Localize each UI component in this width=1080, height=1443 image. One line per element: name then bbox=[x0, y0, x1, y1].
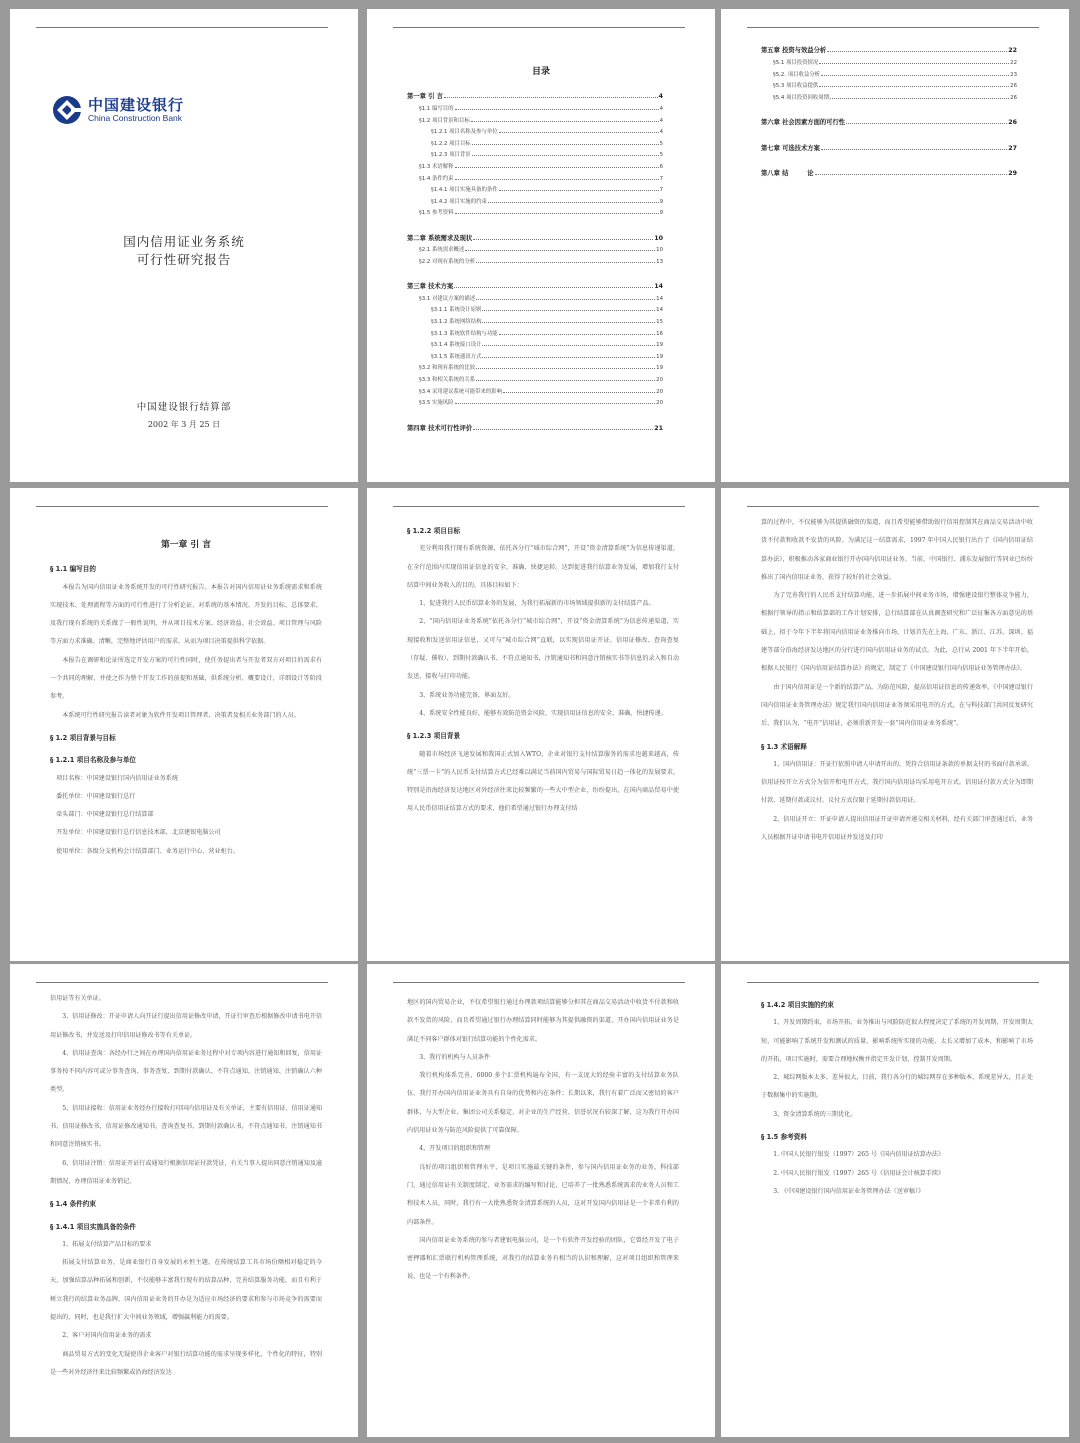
toc-section-entry[interactable] bbox=[407, 135, 663, 147]
toc-leader-dots bbox=[821, 75, 1009, 76]
header-rule bbox=[747, 506, 1039, 507]
toc-chapter-entry[interactable] bbox=[761, 139, 1017, 151]
toc-leader-dots bbox=[482, 310, 655, 311]
toc-page-number: 26 bbox=[1008, 119, 1017, 127]
toc-leader-dots bbox=[471, 121, 659, 122]
toc-leader-dots bbox=[476, 262, 655, 263]
toc-entry-text: §3.1.5 系统通讯方式 bbox=[431, 353, 482, 360]
paragraph: 3、信用证修改：开证申请人向开证行提出信用证修改申请，开证行审查后根据修改申请书电开信用证修改书，并发送及打印信用证修改书等有关单证。 bbox=[50, 1013, 323, 1039]
toc-entry-text: §1.1 编写目的 bbox=[419, 105, 454, 112]
body-page-5 bbox=[367, 488, 715, 961]
info-line: 项目名称：中国建设银行国内信用证业务系统 bbox=[56, 774, 178, 782]
paragraph: 2、城综网版本太多，差异很大，目前，我行各分行的城综网存在多种版本，系统差异大，且正处于数据集中的实施期。 bbox=[761, 1074, 1034, 1100]
paragraph: 3、我行的机构与人员条件 bbox=[419, 1053, 491, 1061]
toc-list bbox=[761, 42, 1017, 177]
paragraph: 商品贸易方式的变化无疑使得企业客户对银行结算功能的需求呈现多样化、个性化的特征，特别是一些对外经济往来比较频繁或沿海经济发达 bbox=[50, 1350, 322, 1376]
toc-page-number: 4 bbox=[659, 129, 663, 136]
toc-leader-dots bbox=[830, 98, 1009, 99]
reference-item: 3. 《中国建设银行国内信用证业务管理办法（送审稿）》 bbox=[773, 1187, 925, 1195]
report-title-line2: 可行性研究报告 bbox=[136, 252, 232, 267]
header-rule bbox=[747, 982, 1039, 983]
toc-gap bbox=[761, 152, 1017, 165]
toc-page-number: 9 bbox=[659, 198, 663, 205]
toc-chapter-entry[interactable] bbox=[407, 278, 663, 290]
section-heading: § 1.2.2 项目目标 bbox=[407, 527, 461, 535]
section-heading: § 1.4.2 项目实施的约束 bbox=[761, 1001, 834, 1009]
paragraph: 1、拓展支付结算产品目标的要求 bbox=[62, 1240, 152, 1248]
toc-page-2 bbox=[721, 9, 1069, 482]
toc-leader-dots bbox=[482, 322, 655, 323]
toc-section-entry[interactable] bbox=[407, 205, 663, 217]
toc-entry-text: §2.2 对现有系统的分析 bbox=[419, 258, 476, 265]
body-page-4 bbox=[10, 488, 358, 961]
header-rule bbox=[36, 506, 328, 507]
section-heading: § 1.5 参考资料 bbox=[761, 1133, 807, 1142]
toc-entry-text: 第四章 技术可行性评价 bbox=[407, 424, 473, 432]
toc-page-number: 15 bbox=[656, 319, 663, 326]
issuing-organization: 中国建设银行结算部 bbox=[136, 402, 232, 413]
section-heading: § 1.2.3 项目背景 bbox=[407, 732, 461, 741]
paragraph: 2、“国内信用证业务系统”依托各分行“城市综合网”，开设“资金清算系统”为信息传递渠道，实现接收和发送信用证信息，又可与“城市综合网”直联，以实现信用证开证、信用证修改、查询查复（存疑、催收），到期付款确认书、不符点通知书、注销通知书和同意注销核实书等信息的录入和自动发送、接收与打印功能。 bbox=[407, 618, 679, 681]
toc-page-number: 5 bbox=[659, 140, 663, 147]
toc-gap bbox=[407, 265, 663, 278]
toc-section-entry[interactable] bbox=[407, 348, 663, 360]
paragraph: 我行机构体系完善，6000 多个汇票机构遍布全国，有一支庞大的经验丰富的支付结算业务队伍，我行开办国内信用证业务具有自身的优势和内在条件；长期以来，我行有着广泛而又密切的客户群体，与大型企业、集团公司关系稳定，对企业的生产经营、信誉状况有较深了解，这为我行开办国内信用证业务与防范风险提供了可靠保障。 bbox=[407, 1072, 679, 1135]
toc-entry-text: §5.3 项目收益提供 bbox=[773, 83, 819, 90]
toc-chapter-entry[interactable] bbox=[761, 114, 1017, 126]
toc-page-number: 7 bbox=[659, 187, 663, 194]
toc-page-number: 19 bbox=[656, 342, 663, 349]
toc-entry-text: §3.4 采用建议系统可能带来的影响 bbox=[419, 388, 503, 395]
page-content bbox=[761, 514, 1033, 847]
toc-entry-text: §3.1 对建议方案的描述 bbox=[419, 295, 476, 302]
toc-page-number: 20 bbox=[656, 388, 663, 395]
toc-section-entry[interactable] bbox=[407, 147, 663, 159]
toc-page-number: 4 bbox=[659, 117, 663, 124]
page-content bbox=[50, 990, 322, 1382]
toc-entry-text: §1.2.2 项目目标 bbox=[431, 140, 471, 147]
toc-section-entry[interactable] bbox=[761, 78, 1017, 90]
toc-page-number: 5 bbox=[659, 152, 663, 159]
bank-name-en: China Construction Bank bbox=[88, 113, 183, 123]
body-page-7 bbox=[10, 964, 358, 1437]
toc-leader-dots bbox=[815, 174, 1008, 175]
header-rule bbox=[393, 506, 685, 507]
header-rule bbox=[393, 982, 685, 983]
toc-page-number: 14 bbox=[654, 283, 663, 291]
toc-entry-text: §1.4.2 项目实施的约束 bbox=[431, 198, 487, 205]
paragraph: 2、信用证开立：开证申请人提出信用证开证申请并递交相关材料，经有关部门审查通过后，业务人员根据开证申请书电开信用证并发送及打印 bbox=[761, 815, 1034, 842]
toc-section-entry[interactable] bbox=[407, 313, 663, 325]
toc-leader-dots bbox=[488, 202, 659, 203]
toc-section-entry[interactable] bbox=[407, 112, 663, 124]
paragraph: 1、促进我行人民币结算业务的发展，为我行拓展新的市场领域提供新的支付结算产品。 bbox=[419, 600, 655, 608]
toc-page-number: 14 bbox=[656, 307, 663, 314]
toc-page-number: 29 bbox=[1008, 169, 1017, 177]
toc-leader-dots bbox=[499, 334, 655, 335]
toc-entry-text: 第三章 技术方案 bbox=[407, 283, 454, 291]
toc-entry-text: §1.2.1 项目名称及参与单位 bbox=[431, 129, 498, 136]
toc-leader-dots bbox=[846, 123, 1007, 124]
toc-section-entry[interactable] bbox=[407, 158, 663, 170]
toc-leader-dots bbox=[472, 155, 659, 156]
toc-leader-dots bbox=[455, 403, 656, 404]
section-heading: § 1.4.1 项目实施具备的条件 bbox=[50, 1222, 137, 1231]
report-title bbox=[10, 233, 358, 269]
toc-leader-dots bbox=[499, 190, 659, 191]
toc-section-entry[interactable] bbox=[407, 290, 663, 302]
paragraph: 1、开发周期约束，市场开拓、业务推出与风险防范很大程度决定了系统的开发周期，开发周期太短，可能影响了系统开发和测试的质量，影响系统所实现的功能，太长又增加了成本，和影响了市场的开拓，项目实施时，需要合理地权衡并指定开发计划，控制开发周期。 bbox=[761, 1019, 1034, 1063]
toc-leader-dots bbox=[819, 63, 1009, 64]
toc-leader-dots bbox=[473, 239, 653, 240]
toc-page-number: 4 bbox=[659, 105, 663, 112]
toc-entry-text: §1.5 参考资料 bbox=[419, 210, 454, 217]
paragraph: 3、系统业务功能完备，界面友好。 bbox=[419, 691, 515, 699]
toc-leader-dots bbox=[827, 51, 1007, 52]
paragraph: 5、信用证接收：信用证业务经办行接收打印国内信用证及有关单证，主要有信用证、信用证通知书，信用证修改书，信用证修改通知书，查询查复书，到期付款确认书，不符点通知书，注销通知书和同意注销核实书。 bbox=[50, 1104, 323, 1149]
toc-leader-dots bbox=[455, 167, 659, 168]
paragraph: 本报告为国内信用证业务系统开发的可行性研究报告。本报告对国内信用证业务系统需求和系统实现技术、处理流程等方面的可行性进行了分析论证，对系统的基本情况、开发的目标、总体要求，及我行现有系统的关系做了一般性说明，并从项目技术方案、经济效益、社会效益、项目管理与风险等方面力求准确、清晰，完整地评估用户的需求，从而为项目决策提供科学依据。 bbox=[50, 583, 322, 646]
toc-entry-text: §1.3 术语解释 bbox=[419, 163, 454, 170]
paragraph: 本报告在调研和论证所选定开发方案的可行性同时，使任务提出者与开发者双方对项目的需求有一个共同的理解，并使之作为整个开发工作的前提和基础，供系统分析、概要设计，详细设计等阶段参考。 bbox=[50, 656, 322, 701]
paragraph: 4、开发项目的组织和管理 bbox=[419, 1145, 491, 1153]
toc-page-number: 19 bbox=[656, 365, 663, 372]
toc-page-1 bbox=[367, 9, 715, 482]
toc-section-entry[interactable] bbox=[761, 66, 1017, 78]
header-rule bbox=[393, 27, 685, 28]
toc-page-number: 4 bbox=[658, 93, 663, 101]
toc-page-number: 23 bbox=[1010, 71, 1017, 78]
paragraph: 为了完善我行的人民币支付结算功能，进一步拓展中间业务市场，增强建设银行整体竞争能力，根据行领导的指示和结算部的工作计划安排，总行结算部在认真调查研究和广泛征集各方面意见的基础上，拟于今年下半年将国内信用证业务推向市场，计划首先在上海、广东、浙江、江苏、深圳、福建等部分沿海经济发达地区的分行进行国内信用证业务的试点。为此，总行从 2001 年下半年开始，根据人民银行《国内信用证结算办法》的规定，制定了《中国建设银行国内信用证业务管理办法》。 bbox=[761, 592, 1033, 673]
toc-leader-dots bbox=[476, 368, 655, 369]
toc-page-number: 22 bbox=[1010, 59, 1017, 66]
bank-logo bbox=[52, 95, 184, 125]
toc-leader-dots bbox=[455, 109, 659, 110]
report-date: 2002 年 3 月 25 日 bbox=[147, 420, 221, 429]
toc-chapter-entry[interactable] bbox=[407, 229, 663, 241]
toc-page-number: 6 bbox=[659, 163, 663, 170]
cover-page bbox=[10, 9, 358, 482]
reference-item: 1. 中国人民银行银发（1997）265 号《国内信用证结算办法》 bbox=[773, 1151, 945, 1159]
header-rule bbox=[747, 27, 1039, 28]
paragraph: 拓展支付结算业务，是商业银行自身发展的永恒主题。在传统结算工具市场份额相对稳定的今天，加强结算品种拓展和创新，不仅能够丰富我行现有的结算品种，完善结算服务功能，而且有利于树立我行的结算业务品牌，国内信用证业务的开办是为适应市场经济的要求和参与市场竞争的需要而提出的，同时，也是我行扩大中间业务领域，增强赢利能力的需要。 bbox=[50, 1259, 322, 1322]
toc-section-entry[interactable] bbox=[407, 242, 663, 254]
section-heading: § 1.2.1 项目名称及参与单位 bbox=[50, 756, 137, 765]
toc-section-entry[interactable] bbox=[407, 371, 663, 383]
toc-section-entry[interactable] bbox=[407, 383, 663, 395]
section-heading: § 1.2 项目背景与目标 bbox=[50, 733, 116, 742]
toc-page-number: 22 bbox=[1008, 47, 1017, 55]
section-heading: § 1.4 条件约束 bbox=[50, 1200, 96, 1209]
toc-leader-dots bbox=[503, 392, 655, 393]
paragraph: 6、信用证注销：信用证开证行或通知行根据信用证付款凭证，有关当事人提出同意注销通知及逾期情况，办理信用证业务销记。 bbox=[50, 1159, 323, 1185]
toc-leader-dots bbox=[476, 299, 655, 300]
toc-entry-text: 第二章 系统需求及现状 bbox=[407, 234, 473, 242]
reference-item: 2. 中国人民银行银发（1997）265 号《信用证会计核算手续》 bbox=[773, 1169, 945, 1177]
toc-leader-dots bbox=[465, 250, 655, 251]
toc-page-number: 16 bbox=[656, 330, 663, 337]
toc-gap bbox=[761, 101, 1017, 114]
paragraph: 4、信用证查询：各经办行之间在办理国内信用证业务过程中对专项内容进行通知和回复，信用证事务按不同内容可或分事务查询、事务查复、到期付款确认、不符点通知、注销通知、注销确认六种类型。 bbox=[50, 1049, 323, 1094]
toc-page-number: 27 bbox=[1008, 144, 1017, 152]
toc-entry-text: 第七章 可选技术方案 bbox=[761, 144, 820, 152]
toc-entry-text: §3.1.2 系统网络结构 bbox=[431, 319, 482, 326]
info-line: 使用单位：各级分支机构会计结算部门、业务运行中心、营业柜台。 bbox=[56, 847, 239, 855]
toc-leader-dots bbox=[455, 179, 659, 180]
toc-entry-text: §5.1 项目投资情况 bbox=[773, 59, 819, 66]
paragraph-continued: 信用证等有关单证。 bbox=[50, 995, 105, 1002]
paragraph: 国内信用证业务系统的参与者建银电脑公司，是一个有软件开发经验的团队，它曾经开发了电子密押器和汇票联行机构管理系统，对我行的结算业务有相当的认识和理解，这对项目组织和管理来说，也是一个有利条件。 bbox=[407, 1236, 679, 1281]
toc-section-entry[interactable] bbox=[407, 302, 663, 314]
toc-entry-text: §3.5 实施风险 bbox=[419, 400, 454, 407]
toc-section-entry[interactable] bbox=[407, 170, 663, 182]
toc-page-number: 7 bbox=[659, 175, 663, 182]
report-title-line1: 国内信用证业务系统 bbox=[123, 234, 245, 249]
toc-entry-text: §3.1.1 系统设计原则 bbox=[431, 307, 482, 314]
toc-title: 目录 bbox=[531, 67, 550, 77]
section-heading: § 1.1 编写目的 bbox=[50, 565, 96, 574]
paragraph-continued: 算的过程中，不仅能够为其提供融资的渠道，而且希望能够借助银行信用控制其在商品交易活动中收货不付款和收款不发货的风险。为满足这一结算需求，1997 年中国人民银行出台了《国内信用证结算办法》，积极推动各家商业银行开办国内信用证业务。当前，中国银行、浦东发展银行等同业已纷纷推出了国内信用证业务，获得了较好的社会效益。 bbox=[761, 519, 1033, 581]
toc-leader-dots bbox=[821, 149, 1007, 150]
toc-entry-text: §3.2 和现有系统的比较 bbox=[419, 365, 476, 372]
ccb-logo-icon bbox=[52, 95, 82, 125]
toc-section-entry[interactable] bbox=[407, 325, 663, 337]
toc-page-number: 10 bbox=[656, 247, 663, 254]
paragraph: 本系统可行性研究报告读者对象为软件开发项目管理者、决策者及相关业务部门的人员。 bbox=[62, 711, 300, 719]
paragraph: 4、系统安全性能良好，能够有效防范资金风险，实现信用证信息的安全、准确、快捷传递。 bbox=[419, 709, 667, 717]
toc-chapter-entry[interactable] bbox=[761, 42, 1017, 54]
toc-page-number: 9 bbox=[659, 210, 663, 217]
toc-chapter-entry[interactable] bbox=[407, 419, 663, 431]
page-content bbox=[407, 994, 679, 1287]
toc-page-number: 20 bbox=[656, 400, 663, 407]
toc-leader-dots bbox=[444, 97, 658, 98]
paragraph: 2、客户对国内信用证业务的需求 bbox=[62, 1332, 152, 1340]
paragraph: 随着市场经济飞速发展和我国正式加入WTO，企业对银行支付结算服务的需求也越来越高，传统“三票一卡”的人民币支付结算方式已经难以满足当前国内贸易与国际贸易日趋一体化的发展要求，特别是沿海经济发达地区对外经济往来比较频繁的一些大中型企业，纷纷提出，在国内商品贸易中使用人民币信用证结算方式的要求，他们希望通过银行办理支付结 bbox=[407, 750, 679, 813]
info-line: 开发单位：中国建设银行总行信息技术部，北京建银电脑公司 bbox=[56, 829, 221, 837]
body-page-8 bbox=[367, 964, 715, 1437]
paragraph: 由于国内信用证是一个新的结算产品，为防范风险，提高信用证信息的传递效率，《中国建设银行国内信用证业务管理办法》规定我行国内信用证业务须采用电开的方式，在与科技部门共同反复研究后，我们认为，“电开”信用证，必须重新开发一套“国内信用证业务系统”。 bbox=[761, 683, 1033, 728]
toc-gap bbox=[407, 216, 663, 229]
toc-leader-dots bbox=[476, 380, 655, 381]
toc-section-entry[interactable] bbox=[407, 182, 663, 194]
info-line: 牵头部门：中国建设银行总行结算部 bbox=[56, 811, 154, 819]
info-line: 委托单位：中国建设银行总行 bbox=[56, 792, 136, 800]
toc-section-entry[interactable] bbox=[407, 100, 663, 112]
toc-entry-text: 第六章 社会因素方面的可行性 bbox=[761, 119, 846, 127]
toc-gap bbox=[761, 126, 1017, 139]
bank-name-cn: 中国建设银行 bbox=[88, 96, 185, 114]
toc-leader-dots bbox=[482, 357, 655, 358]
body-page-6 bbox=[721, 488, 1069, 961]
toc-section-entry[interactable] bbox=[407, 124, 663, 136]
paragraph-continued: 地区的国内贸易企业，不仅希望银行通过办理款项结算能够分担其在商品交易活动中收货不付款和收款不发货的风险，而且希望通过银行办理结算同时能够为其提供融资的渠道，开办国内信用证业务是满足不同客户群体对银行结算功能的个性化需求。 bbox=[407, 999, 679, 1043]
header-rule bbox=[36, 27, 328, 28]
toc-entry-text: §1.2.3 项目背景 bbox=[431, 152, 471, 159]
toc-section-entry[interactable] bbox=[407, 253, 663, 265]
toc-entry-text: §5.4 项目投资回收周期 bbox=[773, 94, 830, 101]
paragraph: 1、国内信用证：开证行依照申请人申请开出的，凭符合信用证条款的单据支付的书面付款承诺。信用证按开立方式分为信开和电开方式，我行国内信用证均采用电开方式。信用证付款方式分为即期付款、延期付款或议付。议付方式仅限于延期付款信用证。 bbox=[761, 760, 1034, 805]
toc-page-number: 21 bbox=[654, 424, 663, 432]
toc-entry-text: §5.2. 项目收益分析 bbox=[773, 71, 821, 78]
toc-entry-text: §1.2 项目背景和目标 bbox=[419, 117, 470, 124]
section-heading: § 1.3 术语解释 bbox=[761, 742, 807, 751]
toc-leader-dots bbox=[454, 287, 653, 288]
toc-gap bbox=[407, 406, 663, 419]
toc-page-number: 19 bbox=[656, 353, 663, 360]
page-content bbox=[761, 992, 1033, 1201]
page-content bbox=[50, 532, 322, 861]
body-page-9 bbox=[721, 964, 1069, 1437]
chapter-title: 第一章 引 言 bbox=[160, 540, 212, 550]
paragraph: 良好的项目组织和管理水平，是项目实施最关键的条件，参与国内信用证业务的业务、科技部门，通过信用证有关制度制定、业务需求的编写和讨论，已培养了一批熟悉系统需求的业务人员和工程技术人员，同时，我行有一大批熟悉资金清算系统的人员，这对开发国内信用证是一个非常有利的内部条件。 bbox=[407, 1163, 679, 1226]
toc-page-number: 20 bbox=[656, 377, 663, 384]
toc-list bbox=[407, 88, 663, 432]
toc-entry-text: §3.1.3 系统软件结构与功能 bbox=[431, 330, 498, 337]
toc-leader-dots bbox=[482, 345, 655, 346]
page-content bbox=[407, 518, 679, 819]
toc-chapter-entry[interactable] bbox=[761, 165, 1017, 177]
toc-section-entry[interactable] bbox=[761, 54, 1017, 66]
toc-leader-dots bbox=[819, 86, 1009, 87]
toc-page-number: 14 bbox=[656, 295, 663, 302]
header-rule bbox=[36, 982, 328, 983]
toc-entry-text: §1.4 条件约束 bbox=[419, 175, 454, 182]
toc-chapter-entry[interactable] bbox=[407, 88, 663, 100]
toc-entry-text: 第八章 结 论 bbox=[761, 169, 814, 177]
paragraph: 充分利用我行现有系统资源，依托各分行“城市综合网”，开设“资金清算系统”为信息传递渠道，在全行范围内实现信用证信息的安全、准确、快捷运转。达到促进我行结算业务发展，增加我行支付结算中间业务收入的目的。具体目标如下： bbox=[407, 545, 679, 589]
paragraph: 3、资金清算系统的三期优化。 bbox=[773, 1110, 857, 1118]
toc-section-entry[interactable] bbox=[407, 193, 663, 205]
toc-entry-text: 第五章 投资与效益分析 bbox=[761, 47, 827, 55]
toc-entry-text: §3.3 和相关系统的关系 bbox=[419, 377, 476, 384]
toc-leader-dots bbox=[473, 429, 653, 430]
toc-entry-text: §2.1 系统需求概述 bbox=[419, 247, 465, 254]
toc-leader-dots bbox=[499, 132, 659, 133]
toc-section-entry[interactable] bbox=[407, 395, 663, 407]
toc-leader-dots bbox=[455, 213, 659, 214]
toc-section-entry[interactable] bbox=[407, 337, 663, 349]
toc-entry-text: 第一章 引 言 bbox=[407, 93, 443, 101]
toc-section-entry[interactable] bbox=[407, 360, 663, 372]
toc-page-number: 13 bbox=[656, 258, 663, 265]
toc-leader-dots bbox=[472, 144, 659, 145]
toc-entry-text: §1.4.1 项目实施具备的条件 bbox=[431, 187, 498, 194]
toc-page-number: 10 bbox=[654, 234, 663, 242]
toc-section-entry[interactable] bbox=[761, 89, 1017, 101]
toc-page-number: 26 bbox=[1010, 94, 1017, 101]
toc-entry-text: §3.1.4 系统接口设计 bbox=[431, 342, 482, 349]
toc-page-number: 26 bbox=[1010, 83, 1017, 90]
